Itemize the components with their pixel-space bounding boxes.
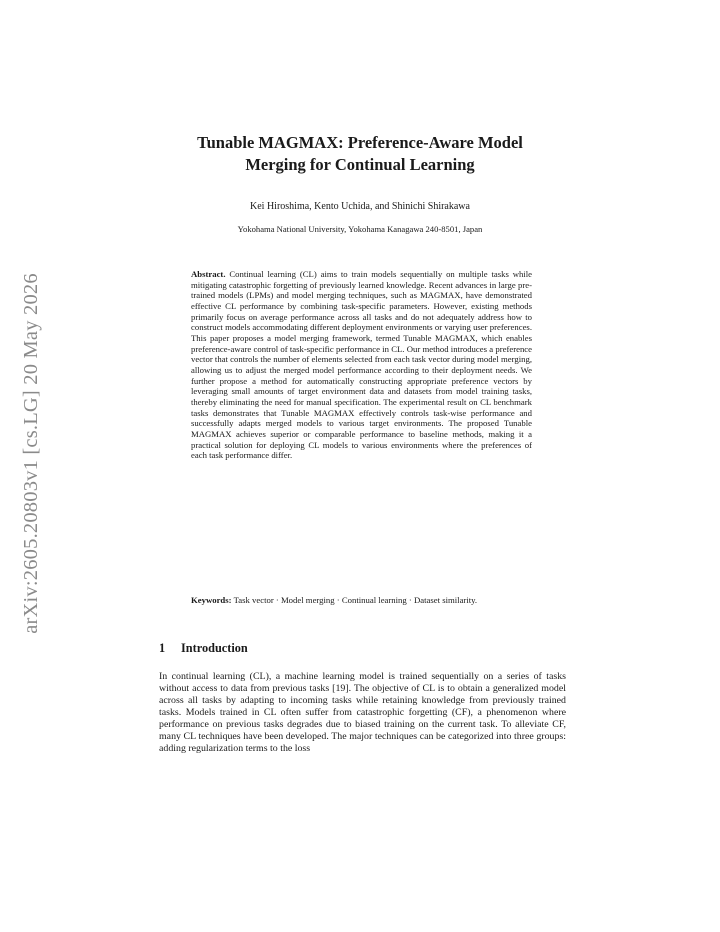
abstract-block	[191, 269, 532, 461]
paper-title-line-1: Tunable MAGMAX: Preference-Aware Model	[197, 133, 523, 152]
section-heading-introduction	[159, 641, 248, 656]
author-affiliation: Yokohama National University, Yokohama Kanagawa 240-8501, Japan	[237, 224, 483, 234]
arxiv-identifier-text: arXiv:2605.20803v1 [cs.LG] 20 May 2026	[19, 272, 42, 634]
keywords-block	[191, 595, 532, 606]
abstract-text: Continual learning (CL) aims to train models sequentially on multiple tasks while mitigating catastrophic forgetting of previously learned knowledge. Recent advances in large pre-trained models (LPMs) and model merging techniques, such as MAGMAX, have demonstrated effective CL performance by combining task-specific parameters. However, existing methods primarily focus on average performance across all tasks and do not adequately address how to construct models accommodating different deployment environments or varying user preferences. This paper proposes a model merging framework, termed Tunable MAGMAX, which enables preference-aware control of task-specific performance in CL. Our method introduces a preference vector that controls the number of elements selected from each task vector during model merging, allowing us to adjust the merged model performance according to their deployment needs. We further propose a method for automatically constructing appropriate preference vectors by leveraging small amounts of target environment data and datasets from model training tasks, thereby eliminating the need for manual specification. The experimental result on CL benchmark tasks demonstrates that Tunable MAGMAX effectively controls task-wise performance and successfully adapts merged models to various target environments. The proposed Tunable MAGMAX achieves superior or comparable performance to baseline methods, making it a practical solution for deploying CL models to various environments where the preferences of each task performance differ.	[191, 269, 532, 461]
paper-title	[150, 132, 570, 176]
keywords-text: Task vector · Model merging · Continual learning · Dataset similarity.	[233, 595, 478, 605]
section-title: Introduction	[181, 641, 248, 655]
paper-title-line-2: Merging for Continual Learning	[245, 155, 475, 174]
introduction-paragraph: In continual learning (CL), a machine learning model is trained sequentially on a series of tasks without access to data from previous tasks [19]. The objective of CL is to obtain a generalized model across all tasks by adapting to incoming tasks while retaining knowledge from previously trained tasks. Models trained in CL often suffer from catastrophic forgetting (CF), a phenomenon where performance on previous tasks degrades due to biased training on the current task. To alleviate CF, many CL techniques have been developed. The major techniques can be categorized into three groups: adding regularization terms to the loss	[159, 671, 566, 754]
arxiv-identifier-stamp	[14, 258, 48, 648]
keywords-label: Keywords:	[191, 595, 232, 605]
author-list: Kei Hiroshima, Kento Uchida, and Shinichi Shirakawa	[250, 201, 470, 212]
abstract-label: Abstract.	[191, 269, 226, 279]
section-number: 1	[159, 641, 166, 655]
